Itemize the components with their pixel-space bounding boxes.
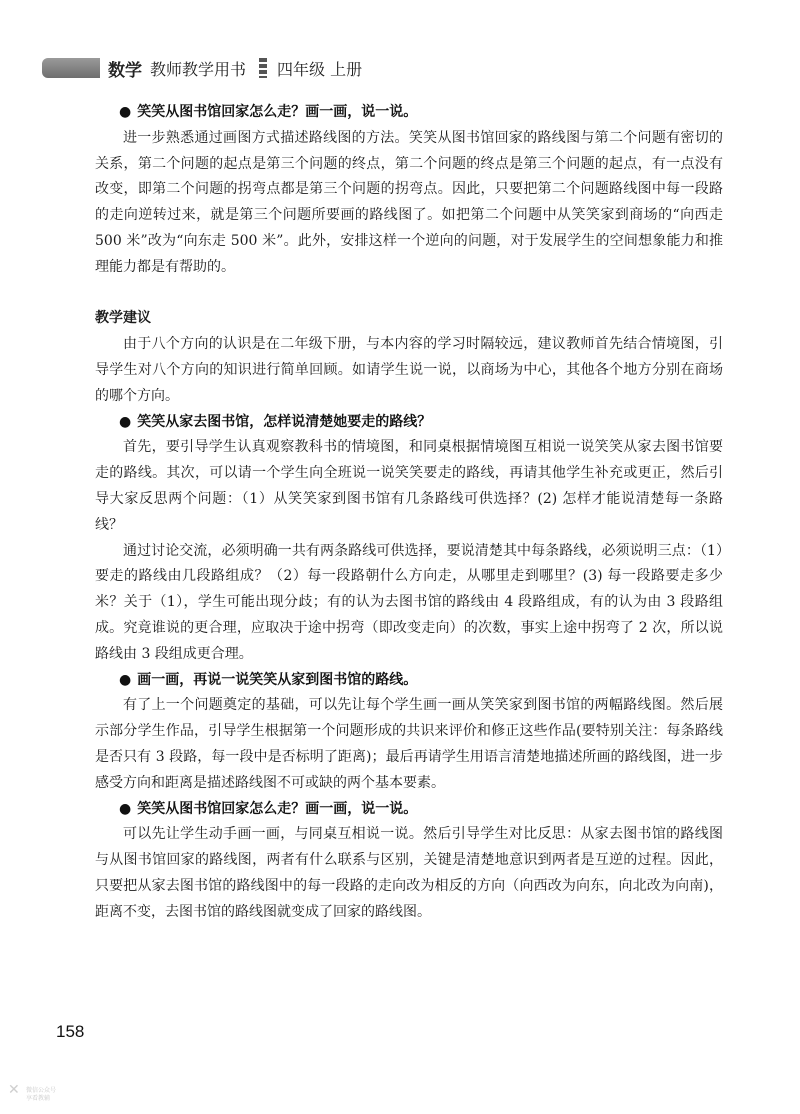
paragraph: 可以先让学生动手画一画，与同桌互相说一说。然后引导学生对比反思：从家去图书馆的路线图与从图书馆回家的路线图，两者有什么联系与区别，关键是清楚地意识到两者是互逆的过程。因此，只要把从家去图书馆的路线图中的每一段路的走向改为相反的方向（向西改为向东，向北改为向南)，距离不变，去图书馆的路线图就变成了回家的路线图。 [95, 826, 723, 920]
page-content [95, 100, 723, 926]
paragraph: 通过讨论交流，必须明确一共有两条路线可供选择，要说清楚其中每条路线，必须说明三点：（1）要走的路线由几段路组成？（2）每一段路朝什么方向走，从哪里走到哪里？(3) 每一段路要走多少米？关于（1），学生可能出现分歧；有的认为去图书馆的路线由 4 段路组成，有的认为由 3 段路组成。究竟谁说的更合理，应取决于途中拐弯（即改变走向）的次数，事实上途中拐弯了 2 次，所以说路线由 3 段组成更合理。 [95, 542, 723, 662]
bullet-heading-text: 笑笑从图书馆回家怎么走？画一画，说一说。 [137, 800, 418, 817]
watermark [6, 1084, 76, 1106]
bullet-dot-icon: ● [119, 800, 132, 817]
paragraph: 由于八个方向的认识是在二年级下册，与本内容的学习时隔较远，建议教师首先结合情境图，引导学生对八个方向的知识进行简单回顾。如请学生说一说，以商场为中心，其他各个地方分别在商场的哪个方向。 [95, 336, 723, 404]
bullet-dot-icon: ● [119, 104, 132, 120]
running-header [0, 0, 800, 100]
paragraph: 首先，要引导学生认真观察教科书的情境图，和同桌根据情境图互相说一说笑笑从家去图书馆要走的路线。其次，可以请一个学生向全班说一说笑笑要走的路线，再请其他学生补充或更正，然后引导大家反思两个问题：（1）从笑笑家到图书馆有几条路线可供选择？(2) 怎样才能说清楚每一条路线？ [95, 439, 723, 533]
bullet-dot-icon: ● [119, 413, 132, 430]
bullet-heading [119, 797, 723, 823]
bullet-heading-text: 笑笑从家去图书馆，怎样说清楚她要走的路线？ [137, 413, 432, 430]
bullet-heading [119, 410, 723, 436]
bullet-heading [119, 100, 723, 126]
watermark-logo-icon: ✕ [8, 1082, 20, 1098]
section-title-teaching-suggestions: 教学建议 [95, 310, 151, 327]
header-tab-decoration [42, 58, 100, 78]
header-separator [259, 58, 267, 78]
bullet-heading-text: 笑笑从图书馆回家怎么走？画一画，说一说。 [137, 104, 418, 120]
watermark-line-1: 微信公众号 [26, 1087, 57, 1094]
header-subject: 数学 [108, 61, 142, 81]
paragraph: 进一步熟悉通过画图方式描述路线图的方法。笑笑从图书馆回家的路线图与第二个问题有密切的关系，第二个问题的起点是第三个问题的终点，第二个问题的终点是第三个问题的起点，有一点没有改变，即第二个问题的拐弯点都是第三个问题的拐弯点。因此，只要把第二个问题路线图中每一段路的走向逆转过来，就是第三个问题所要画的路线图了。如把第二个问题中从笑笑家到商场的“向西走 500 米”改为“向东走 500 米”。此外，安排这样一个逆向的问题，对于发展学生的空间想象能力和推理能力都是有帮助的。 [95, 129, 723, 275]
page-number: 158 [56, 1022, 85, 1041]
watermark-line-2: 享看教辅 [26, 1095, 51, 1102]
paragraph: 有了上一个问题奠定的基础，可以先让每个学生画一画从笑笑家到图书馆的两幅路线图。然后展示部分学生作品，引导学生根据第一个问题形成的共识来评价和修正这些作品(要特别关注：每条路线是否只有 3 段路，每一段中是否标明了距离)；最后再请学生用语言清楚地描述所画的路线图，进一步感受方向和距离是描述路线图不可或缺的两个基本要素。 [95, 697, 723, 791]
bullet-dot-icon: ● [119, 671, 132, 688]
header-grade: 四年级 上册 [277, 60, 363, 79]
bullet-heading [119, 668, 723, 694]
header-book-title: 教师教学用书 [150, 60, 247, 79]
bullet-heading-text: 画一画，再说一说笑笑从家到图书馆的路线。 [137, 671, 418, 688]
